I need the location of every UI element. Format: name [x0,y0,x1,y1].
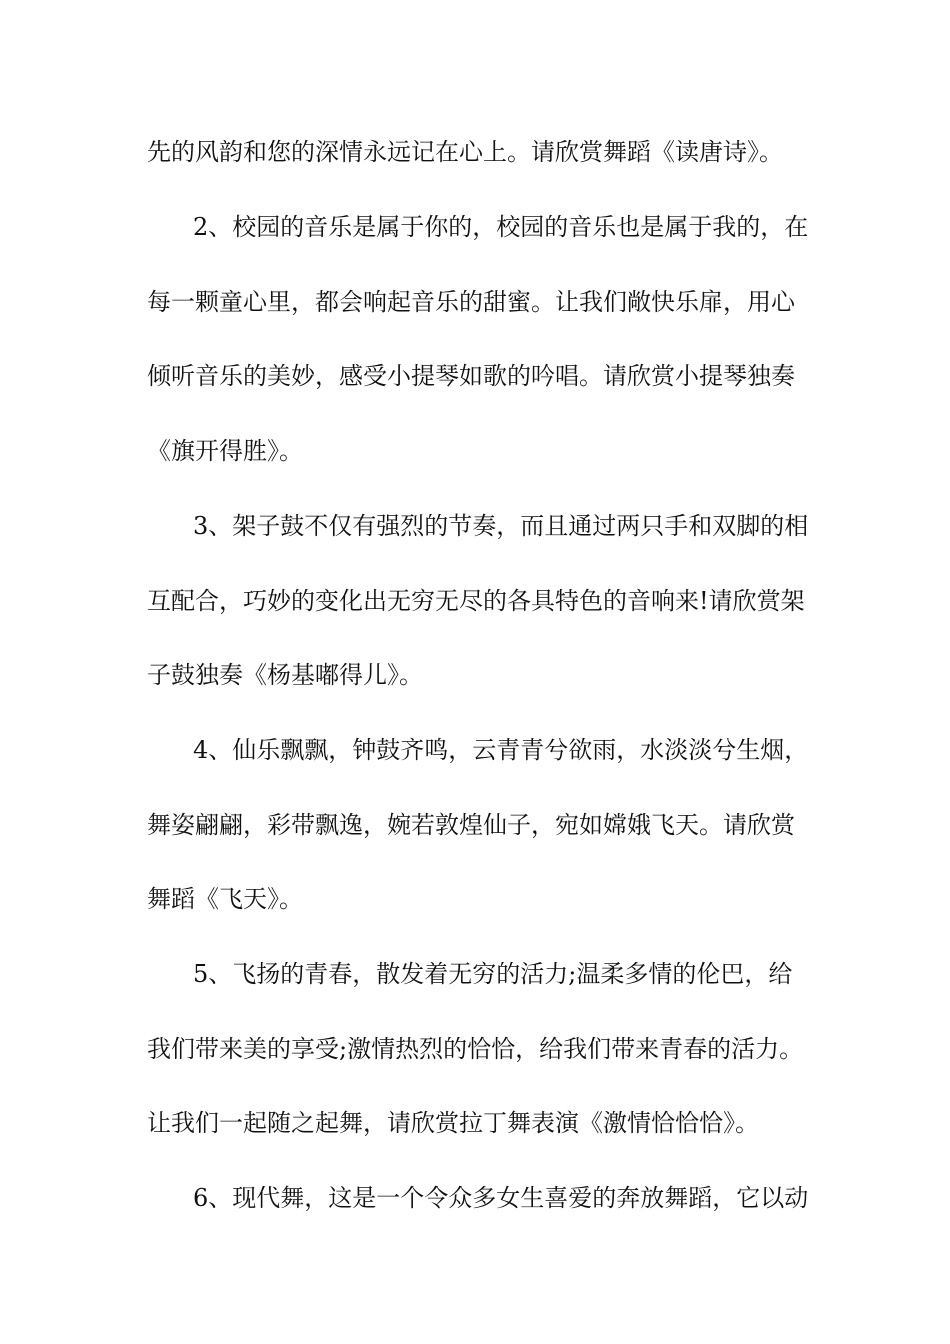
text-line: 子鼓独奏《杨基嘟得儿》。 [147,661,423,689]
text-line: 先的风韵和您的深情永远记在心上。请欣赏舞蹈《读唐诗》。 [147,138,783,166]
text-line: 舞姿翩翩，彩带飘逸，婉若敦煌仙子，宛如嫦娥飞天。请欣赏 [147,811,795,839]
paragraph-4-line-1: 4、仙乐飘飘，钟鼓齐鸣，云青青兮欲雨，水淡淡兮生烟， [193,736,809,764]
text-line: 我们带来美的享受;激情热烈的恰恰，给我们带来青春的活力。 [147,1035,804,1063]
paragraph-3-line-1: 3、架子鼓不仅有强烈的节奏，而且通过两只手和双脚的相 [193,512,809,540]
paragraph-6-line-1: 6、现代舞，这是一个令众多女生喜爱的奔放舞蹈，它以动 [193,1184,809,1212]
text-line: 《旗开得胜》。 [147,437,303,465]
text-line: 倾听音乐的美妙，感受小提琴如歌的吟唱。请欣赏小提琴独奏 [147,362,795,390]
text-line: 互配合，巧妙的变化出无穷无尽的各具特色的音响来!请欣赏架 [147,587,805,615]
text-line: 让我们一起随之起舞，请欣赏拉丁舞表演《激情恰恰恰》。 [147,1109,759,1137]
text-line: 舞蹈《飞天》。 [147,885,303,913]
paragraph-5-line-1: 5、飞扬的青春，散发着无穷的活力;温柔多情的伦巴，给 [193,960,793,988]
text-line: 每一颗童心里，都会响起音乐的甜蜜。让我们敞快乐扉，用心 [147,288,795,316]
paragraph-2-line-1: 2、校园的音乐是属于你的，校园的音乐也是属于我的，在 [193,213,809,241]
